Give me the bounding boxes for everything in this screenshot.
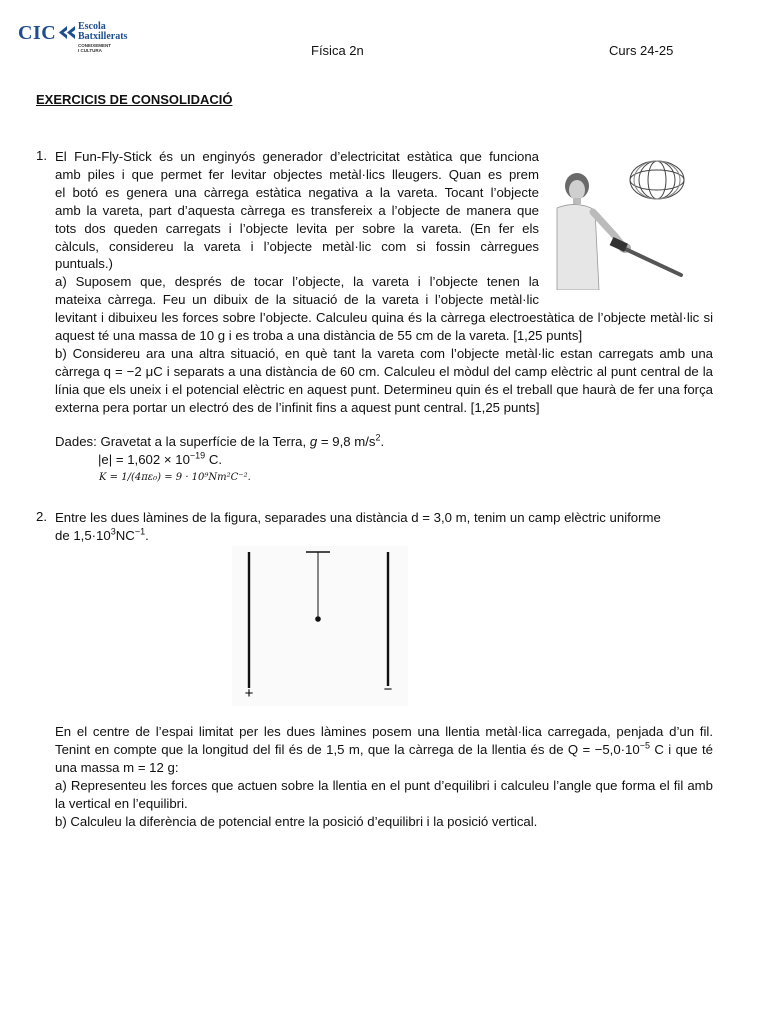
fun-fly-stick-illustration xyxy=(553,150,713,290)
person-figure xyxy=(557,173,631,290)
wand-stick xyxy=(619,246,681,275)
minus-sign: − xyxy=(383,681,393,698)
exercise-2-intro: Entre les dues làmines de la figura, separades una distància d = 3,0 m, tenim un camp elèctric uniforme de $1,5\cdot 10^3NC^{-1}$. xyxy=(55,510,661,543)
data-electron-charge: $|e| = 1,602 \times 10^{-19}$ C. xyxy=(98,450,223,467)
floating-ring-object xyxy=(630,161,684,199)
figure-background xyxy=(232,546,408,706)
exercise-1-continued: levitant i dibuixeu les forces sobre l’objecte. Calculeu quina és la càrrega electroestàtica de l’objecte metàl·lic si aquest té una massa de 10 g i es troba a una distància de 55 cm de la vareta. [1,25 punts] b) Considereu ara una altra situació, en què tant la vareta com l’objecte metàl·lic estan carregats amb una càrrega q = −2 μC i separats a una distància de 60 cm. Calculeu el mòdul del camp elèctric al punt central de la línia que els uneix i el potencial elèctric en aquest punt. Determineu quin és el treball que haurà de fer una força externa pera portar un electró des de l’infinit fins a aquest punt central. [1,25 punts] xyxy=(55,310,713,415)
exercise-2-number: 2. xyxy=(36,509,47,524)
exercise-2-body: En el centre de l’espai limitat per les dues làmines posem una llentia metàl·lica carregada, penjada d’un fil. Tenint en compte que la longitud del fil és de 1,5 m, que la càrrega de la llentia és de $Q = -5,0\cdot 10^{-5}$ C i que té una massa m = 12 g: a) Representeu les forces que actuen sobre la llentia en el punt d’equilibri i calculeu l’angle que forma el fil amb la vertical en l’equilibri. b) Calculeu la diferència de potencial entre la posició d’equilibri i la posició vertical. xyxy=(55,724,713,829)
school-logo xyxy=(18,22,133,58)
logo-subtitle: CONEIXEMENT I CULTURA xyxy=(78,43,112,53)
metal-bob xyxy=(315,616,321,622)
page-title: EXERCICIS DE CONSOLIDACIÓ xyxy=(36,92,233,107)
logo-mark-icon xyxy=(58,25,76,40)
logo-name: Escola Batxillerats xyxy=(78,21,128,42)
subject-label: Física 2n xyxy=(311,43,364,58)
charged-plates-figure xyxy=(232,546,408,706)
exercise-1-wrapped-text: El Fun-Fly-Stick és un enginyós generador d’electricitat estàtica que funciona amb piles i que permet fer levitar objectes metàl·lics lleugers. Quan es prem el botó es genera una càrrega estàtica negativa a la vareta. Tocant l’objecte amb la vareta, part d’aquesta càrrega es transfereix a l’objecte de manera que tots dos queden carregats i l’objecte levita per sobre la vareta. (En fer els càlculs, considereu la vareta i l’objecte metàl·lic com si fossin càrregues puntuals.) a) Suposem que, després de tocar l’objecte, la vareta i l’objecte tenen la mateixa càrrega. Feu un dibuix de la situació de la vareta i l’objecte metàl·lic xyxy=(55,149,539,308)
data-gravity: Dades: Gravetat a la superfície de la Terra, g = 9,8 $m/s^2$. xyxy=(55,432,385,449)
plus-sign: + xyxy=(244,685,254,702)
course-label: Curs 24-25 xyxy=(609,43,674,58)
logo-cic-text: CIC xyxy=(18,22,57,44)
exercise-1-number: 1. xyxy=(36,148,47,163)
coulomb-constant-formula: K = 1/(4πε₀) = 9 · 10⁹Nm²C⁻². xyxy=(99,472,251,483)
